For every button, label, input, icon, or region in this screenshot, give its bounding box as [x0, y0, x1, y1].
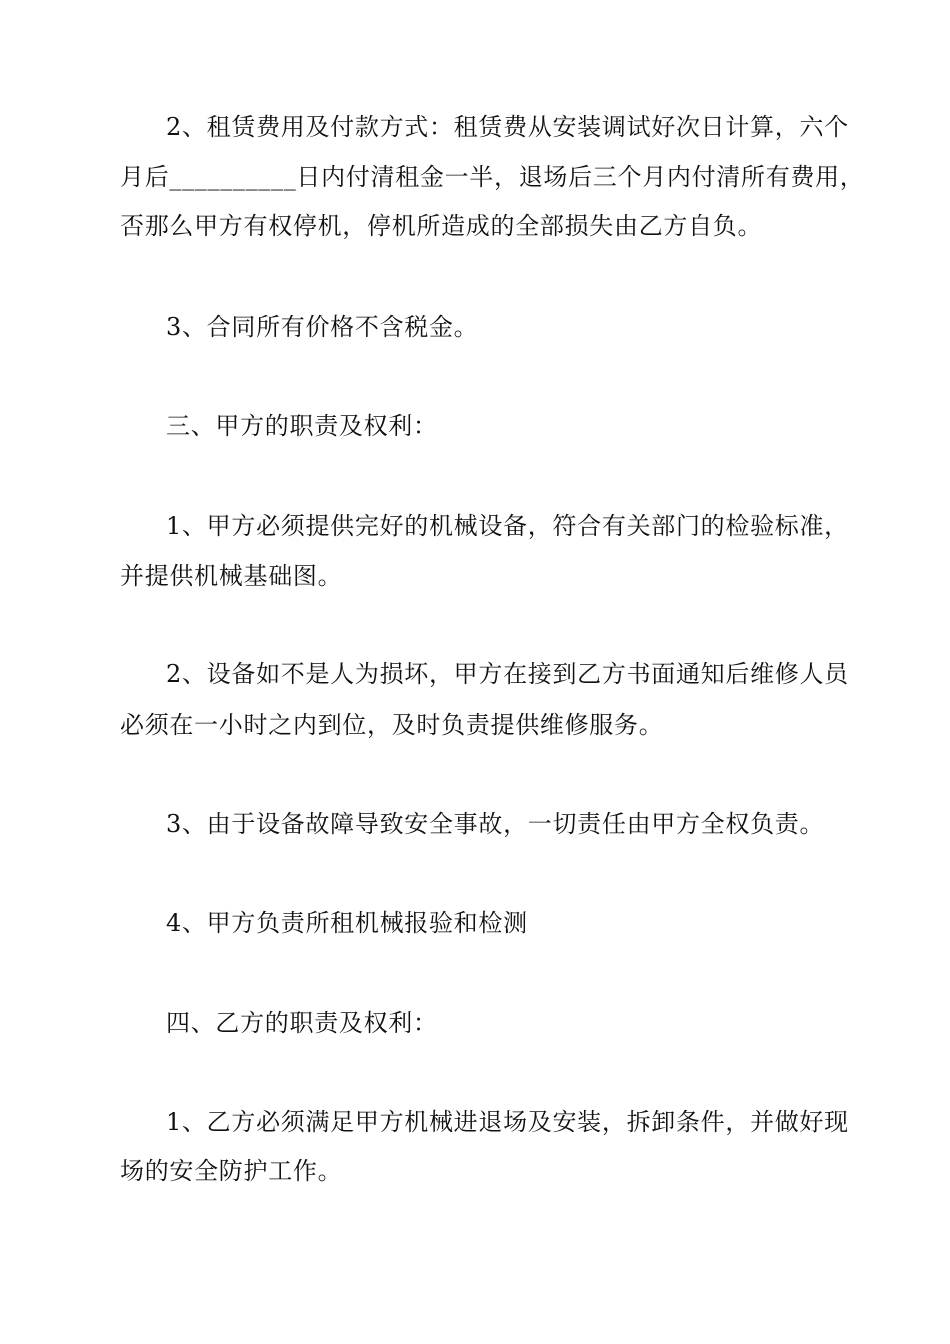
s3-item-1-line-1: 1、甲方必须提供完好的机械设备，符合有关部门的检验标准， [166, 512, 849, 540]
para-3-line-1: 3、合同所有价格不含税金。 [166, 313, 479, 341]
para-2-line-3: 否那么甲方有权停机，停机所造成的全部损失由乙方自负。 [120, 212, 763, 240]
s3-item-4: 4、甲方负责所租机械报验和检测 [166, 909, 528, 937]
s3-item-2-line-1: 2、设备如不是人为损坏，甲方在接到乙方书面通知后维修人员 [166, 660, 849, 688]
para-2-line-2: 月后__________日内付清租金一半，退场后三个月内付清所有费用， [120, 163, 865, 191]
para-2-line-1: 2、租赁费用及付款方式：租赁费从安装调试好次日计算，六个 [166, 113, 849, 141]
section-3-heading: 三、甲方的职责及权利： [166, 412, 438, 440]
s3-item-3: 3、由于设备故障导致安全事故，一切责任由甲方全权负责。 [166, 810, 825, 838]
s3-item-2-line-2: 必须在一小时之内到位，及时负责提供维修服务。 [120, 711, 664, 739]
s3-item-1-line-2: 并提供机械基础图。 [120, 562, 343, 590]
section-4-heading: 四、乙方的职责及权利： [166, 1009, 438, 1037]
s4-item-1-line-2: 场的安全防护工作。 [120, 1157, 343, 1185]
s4-item-1-line-1: 1、乙方必须满足甲方机械进退场及安装，拆卸条件，并做好现 [166, 1108, 849, 1136]
